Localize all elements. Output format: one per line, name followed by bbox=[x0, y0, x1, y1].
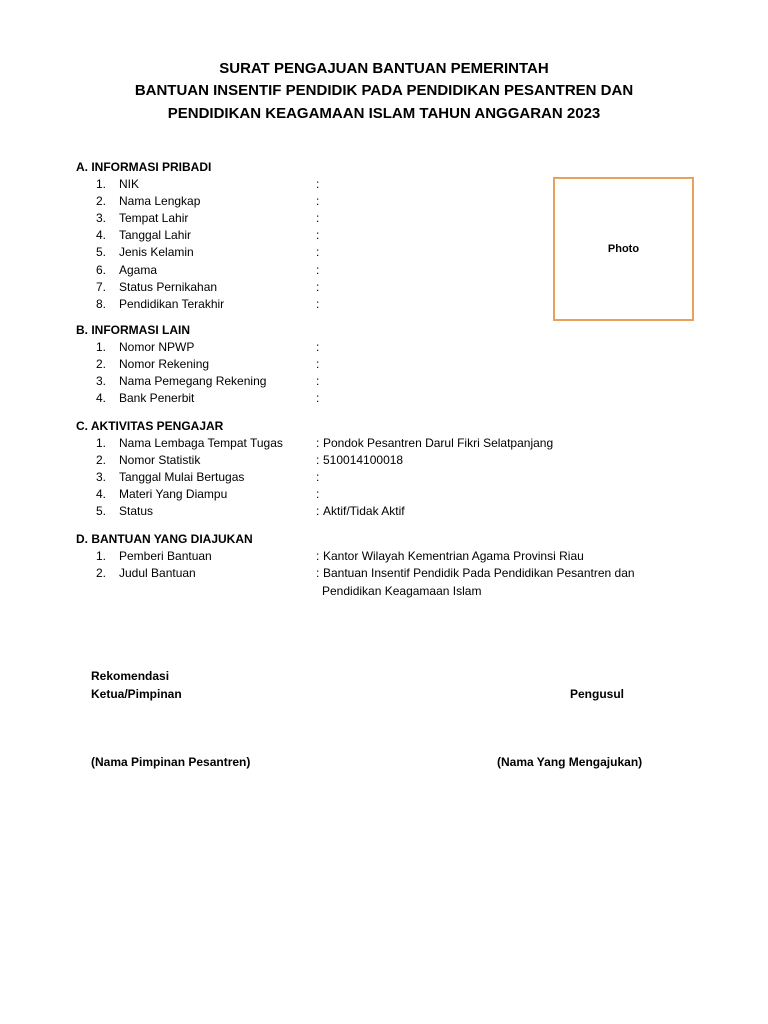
pengusul-label: Pengusul bbox=[570, 687, 625, 701]
field-label: Tanggal Mulai Bertugas bbox=[119, 470, 245, 485]
field-row bbox=[0, 566, 768, 582]
field-row bbox=[0, 177, 768, 193]
field-label: Agama bbox=[119, 262, 158, 277]
field-label: Jenis Kelamin bbox=[119, 245, 194, 260]
field-value: Pondok Pesantren Darul Fikri Selatpanjang bbox=[323, 436, 554, 450]
field-number: 6. bbox=[96, 262, 107, 277]
field-number: 3. bbox=[96, 211, 107, 226]
field-colon: : bbox=[316, 436, 320, 450]
field-colon: : bbox=[316, 296, 320, 311]
field-row bbox=[0, 453, 768, 469]
field-colon: : bbox=[316, 504, 320, 519]
field-number: 7. bbox=[96, 279, 107, 294]
field-number: 2. bbox=[96, 357, 107, 372]
field-number: 1. bbox=[96, 549, 107, 563]
field-number: 2. bbox=[96, 194, 107, 209]
field-number: 4. bbox=[96, 487, 107, 502]
nama-pimpinan-placeholder: (Nama Pimpinan Pesantren) bbox=[91, 755, 251, 769]
field-colon: : bbox=[316, 549, 320, 563]
field-value: Aktif/Tidak Aktif bbox=[323, 504, 405, 519]
field-number: 2. bbox=[96, 566, 107, 581]
field-colon: : bbox=[316, 228, 320, 243]
photo-label: Photo bbox=[607, 243, 640, 255]
field-row bbox=[0, 374, 768, 390]
field-label: Nomor NPWP bbox=[119, 340, 195, 354]
section-b-heading: B. INFORMASI LAIN bbox=[76, 323, 190, 337]
field-label: Status bbox=[119, 504, 154, 519]
field-label: Pendidikan Terakhir bbox=[119, 296, 225, 311]
field-colon: : bbox=[316, 374, 320, 389]
field-label: Status Pernikahan bbox=[119, 279, 218, 294]
field-number: 8. bbox=[96, 296, 107, 311]
field-colon: : bbox=[316, 357, 320, 372]
field-number: 1. bbox=[96, 340, 107, 354]
field-number: 3. bbox=[96, 374, 107, 389]
field-row bbox=[0, 280, 768, 296]
field-row bbox=[0, 228, 768, 244]
field-colon: : bbox=[316, 194, 320, 209]
field-label: Nomor Statistik bbox=[119, 453, 201, 468]
field-row bbox=[0, 549, 768, 565]
document-title-line-2: BANTUAN INSENTIF PENDIDIK PADA PENDIDIKAN PESANTREN DAN bbox=[134, 82, 634, 99]
field-colon: : bbox=[316, 340, 320, 354]
rekomendasi-label: Rekomendasi bbox=[91, 669, 170, 683]
field-row bbox=[0, 297, 768, 313]
field-row bbox=[0, 504, 768, 520]
field-row bbox=[0, 194, 768, 210]
field-value: Kantor Wilayah Kementrian Agama Provinsi Riau bbox=[323, 549, 584, 563]
judul-bantuan-continuation: Pendidikan Keagamaan Islam bbox=[322, 584, 482, 598]
field-label: Nomor Rekening bbox=[119, 357, 210, 372]
field-label: Pemberi Bantuan bbox=[119, 549, 212, 563]
field-row bbox=[0, 263, 768, 279]
field-number: 1. bbox=[96, 177, 107, 191]
ketua-pimpinan-label: Ketua/Pimpinan bbox=[91, 687, 182, 701]
field-colon: : bbox=[316, 487, 320, 502]
nama-pengaju-placeholder: (Nama Yang Mengajukan) bbox=[497, 755, 643, 769]
field-colon: : bbox=[316, 453, 320, 468]
field-colon: : bbox=[316, 245, 320, 260]
document-title-line-3: PENDIDIKAN KEAGAMAAN ISLAM TAHUN ANGGARAN 2023 bbox=[167, 105, 601, 122]
field-label: Tanggal Lahir bbox=[119, 228, 192, 243]
document-title-line-1: SURAT PENGAJUAN BANTUAN PEMERINTAH bbox=[219, 60, 549, 77]
field-row bbox=[0, 436, 768, 452]
field-label: Judul Bantuan bbox=[119, 566, 196, 581]
section-c-heading: C. AKTIVITAS PENGAJAR bbox=[76, 419, 224, 433]
field-row bbox=[0, 357, 768, 373]
field-label: NIK bbox=[119, 177, 140, 191]
field-number: 1. bbox=[96, 436, 107, 450]
field-row bbox=[0, 245, 768, 261]
field-label: Nama Lengkap bbox=[119, 194, 201, 209]
field-label: Tempat Lahir bbox=[119, 211, 189, 226]
field-row bbox=[0, 470, 768, 486]
field-colon: : bbox=[316, 566, 320, 581]
field-label: Materi Yang Diampu bbox=[119, 487, 228, 502]
field-colon: : bbox=[316, 391, 320, 406]
field-row bbox=[0, 391, 768, 407]
field-row bbox=[0, 487, 768, 503]
field-value: 510014100018 bbox=[323, 453, 404, 468]
field-number: 5. bbox=[96, 504, 107, 519]
field-row bbox=[0, 340, 768, 356]
field-label: Nama Pemegang Rekening bbox=[119, 374, 267, 389]
field-colon: : bbox=[316, 470, 320, 485]
field-label: Bank Penerbit bbox=[119, 391, 195, 406]
field-value: Bantuan Insentif Pendidik Pada Pendidikan Pesantren dan bbox=[323, 566, 635, 581]
field-colon: : bbox=[316, 262, 320, 277]
section-d-heading: D. BANTUAN YANG DIAJUKAN bbox=[76, 532, 253, 546]
field-number: 4. bbox=[96, 391, 107, 406]
field-number: 4. bbox=[96, 228, 107, 243]
field-colon: : bbox=[316, 177, 320, 191]
field-number: 2. bbox=[96, 453, 107, 468]
section-a-heading: A. INFORMASI PRIBADI bbox=[76, 160, 212, 174]
field-colon: : bbox=[316, 279, 320, 294]
field-row bbox=[0, 211, 768, 227]
field-number: 5. bbox=[96, 245, 107, 260]
field-colon: : bbox=[316, 211, 320, 226]
field-number: 3. bbox=[96, 470, 107, 485]
field-label: Nama Lembaga Tempat Tugas bbox=[119, 436, 283, 450]
